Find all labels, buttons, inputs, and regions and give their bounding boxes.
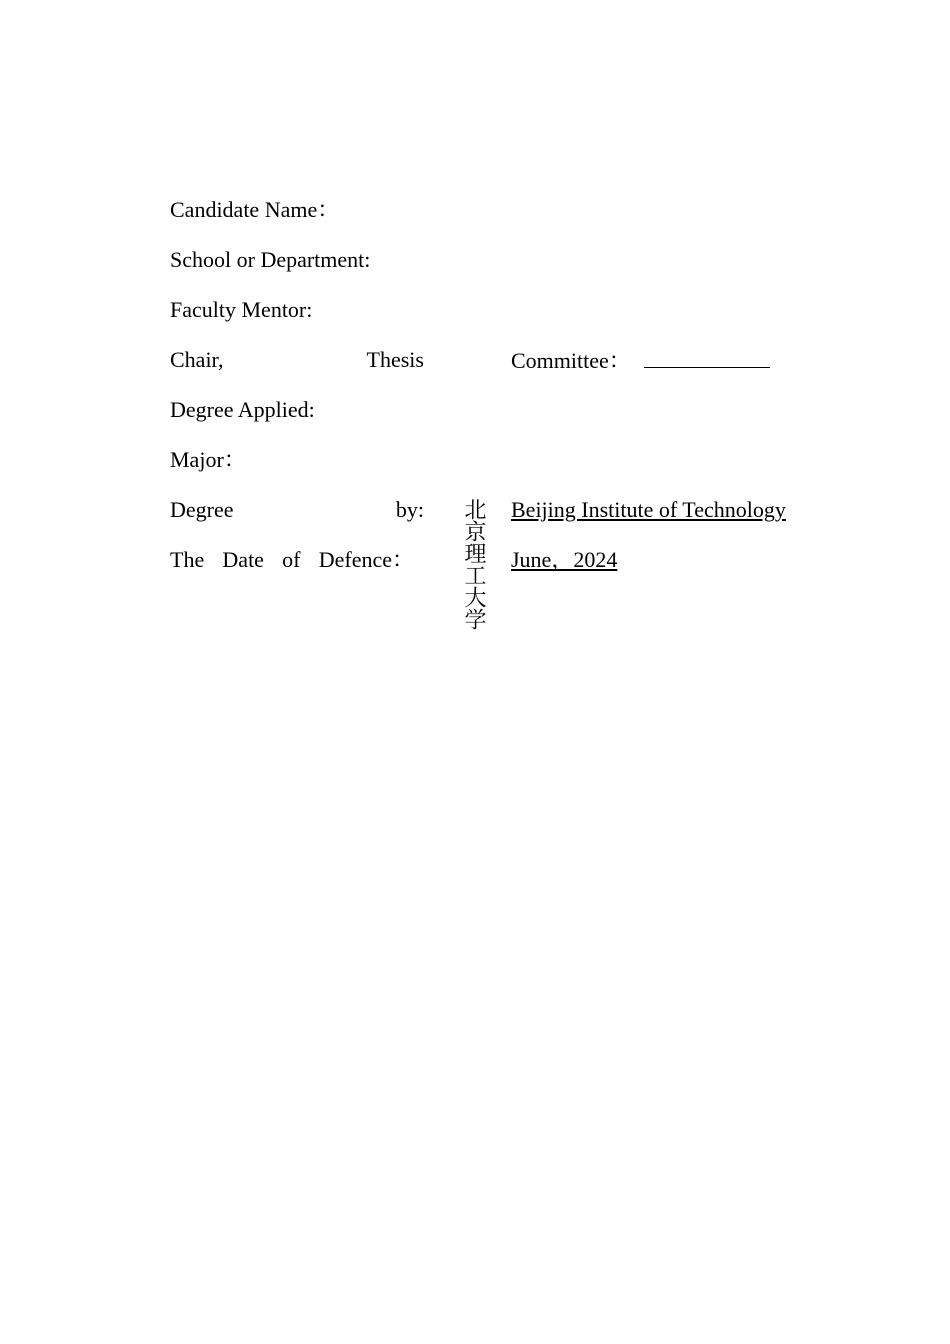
committee-label (511, 347, 770, 374)
candidate-name-label: Candidate Name： (170, 197, 340, 222)
defence-word-defence: Defence： (318, 547, 414, 572)
degree-word: Degree (170, 497, 234, 522)
thesis-word: Thesis (366, 347, 424, 372)
chair-word: Chair, (170, 347, 224, 372)
university-vertical-text: 北京理工大学 (461, 498, 486, 630)
defence-word-date: Date (222, 547, 264, 572)
degree-by-value: Beijing Institute of Technology (511, 497, 786, 522)
faculty-mentor-label: Faculty Mentor: (170, 297, 313, 322)
major-label: Major： (170, 447, 246, 472)
defence-word-of: of (282, 547, 301, 572)
committee-blank-line (644, 347, 770, 368)
date-of-defence-label (170, 547, 414, 573)
defence-word-the: The (170, 547, 205, 572)
school-department-label: School or Department: (170, 247, 371, 272)
by-word: by: (395, 497, 424, 522)
chair-committee-label (170, 347, 424, 373)
committee-word: Committee： (511, 348, 631, 373)
date-of-defence-value: June，2024 (511, 547, 618, 572)
degree-by-label (170, 497, 424, 523)
degree-applied-label: Degree Applied: (170, 397, 315, 422)
